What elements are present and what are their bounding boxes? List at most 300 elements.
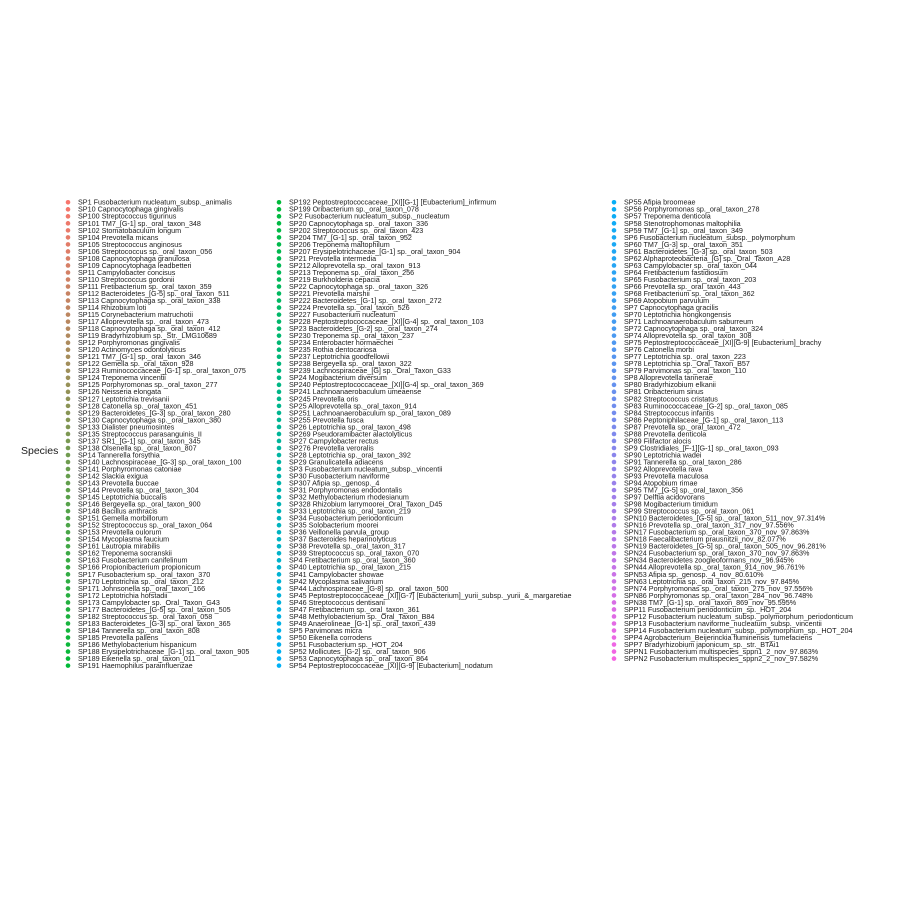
legend-key-dot (66, 572, 71, 577)
legend-entry-label: SPP11 Fusobacterium periodonticum_sp._HOT_204 (624, 604, 792, 614)
legend-entry-label: SP30 Fusobacterium naviforme (289, 471, 390, 481)
legend-key-dot (277, 593, 282, 598)
legend-key-dot (277, 228, 282, 233)
legend-entry-label: SP235 Rothia dentocariosa (289, 345, 377, 355)
legend-entry-label: SP89 Filifactor alocis (624, 436, 692, 446)
legend-entry-label: SPN74 Porphyromonas sp._oral_taxon_275_nov_97.556% (624, 583, 813, 593)
legend-entry-label: SP126 Neisseria elongata (78, 387, 162, 397)
legend-entry-label: SP146 Bergeyella sp._oral_taxon_900 (78, 499, 201, 509)
legend-entry-label: SP6 Fusobacterium nucleatum_subsp._polymorphum (624, 232, 795, 242)
legend-key-dot (612, 383, 617, 388)
legend-entry-label: SP202 Streptococcus sp._oral_taxon_423 (289, 225, 424, 235)
legend-entry-label: SPN24 Fusobacterium sp._oral_taxon_370_nov_97.863% (624, 548, 810, 558)
legend-entry-label: SP241 Lachnoanaerobaculum umeaense (289, 387, 422, 397)
legend-entry-label: SP166 Propionibacterium propionicum (78, 562, 201, 572)
legend-key-dot (66, 649, 71, 654)
legend-entry-label: SP170 Leptotrichia sp._oral_taxon_212 (78, 576, 204, 586)
legend-key-dot (277, 635, 282, 640)
legend-key-dot (612, 228, 617, 233)
legend-entry-label: SP127 Leptotrichia trevisanii (78, 394, 170, 404)
legend-entry-label: SP133 Dialister pneumosintes (78, 422, 175, 432)
legend-entry-label: SP173 Campylobacter sp._Oral_Taxon_G43 (78, 597, 220, 607)
legend-entry-label: SP41 Campylobacter showae (289, 569, 384, 579)
legend-key-dot (66, 551, 71, 556)
legend-entry-label: SP255 Prevotella fusca (289, 415, 364, 425)
legend-entry-label: SP276 Prevotella veroralis (289, 443, 374, 453)
legend-key-dot (612, 495, 617, 500)
legend-entry-label: SP28 Leptotrichia sp._oral_taxon_392 (289, 450, 411, 460)
legend-key-dot (66, 544, 71, 549)
legend-key-dot (612, 516, 617, 521)
legend-entry-label: SPN10 Bacteroidetes_[G-5] sp._oral_taxon_511_nov_97.314% (624, 513, 826, 523)
legend-key-dot (66, 523, 71, 528)
legend-key-dot (612, 635, 617, 640)
legend-key-dot (612, 558, 617, 563)
legend-entry-label: SP86 Peptoniphilaceae_[G-1] sp._oral_taxon_113 (624, 415, 784, 425)
legend-key-dot (66, 256, 71, 261)
legend-key-dot (277, 376, 282, 381)
legend-entry-label: SP269 Pseudoramibacter alactolyticus (289, 429, 413, 439)
legend-key-dot (277, 319, 282, 324)
legend-key-dot (66, 235, 71, 240)
legend-key-dot (277, 467, 282, 472)
legend-key-dot (612, 481, 617, 486)
legend-key-dot (277, 411, 282, 416)
legend-key-dot (66, 214, 71, 219)
legend-key-dot (277, 361, 282, 366)
legend-entry-label: SP94 Atopobium rimae (624, 478, 698, 488)
legend-key-dot (277, 214, 282, 219)
legend-key-dot (66, 607, 71, 612)
legend-key-dot (277, 537, 282, 542)
legend-entry-label: SP98 Mogibacterium timidum (624, 499, 718, 509)
legend-key-dot (277, 656, 282, 661)
legend-key-dot (66, 221, 71, 226)
legend-key-dot (277, 263, 282, 268)
legend-entry-label: SPN86 Porphyromonas sp._oral_taxon_284_nov_96.748% (624, 590, 813, 600)
legend-entry-label: SPP13 Fusobacterium naviforme_nucleatum_subsp._vincentii (624, 618, 822, 628)
legend-entry-label: SPP12 Fusobacterium nucleatum_subsp._polymorphum_periodonticum (624, 611, 853, 621)
legend-key-dot (612, 425, 617, 430)
legend-entry-label: SP113 Capnocytophaga sp._oral_taxon_338 (78, 295, 221, 305)
legend-key-dot (612, 446, 617, 451)
legend-entry-label: SP66 Prevotella sp._oral_taxon_443 (624, 281, 741, 291)
legend-key-dot (277, 404, 282, 409)
legend-entry-label: SP8 Alloprevotella tannerae (624, 373, 713, 383)
legend-entry-label: SP222 Bacteroidetes_[G-1] sp._oral_taxon_272 (289, 295, 442, 305)
legend-key-dot (612, 221, 617, 226)
legend-entry-label: SP23 Bacteroidetes_[G-2] sp._oral_taxon_274 (289, 324, 438, 334)
legend-key-dot (277, 221, 282, 226)
legend-key-dot (66, 298, 71, 303)
legend-key-dot (277, 509, 282, 514)
legend-entry-label: SP106 Streptococcus sp._oral_taxon_056 (78, 246, 213, 256)
legend-entry-label: SP69 Atopobium parvulum (624, 295, 710, 305)
legend-entry-label: SP184 Tannerella sp._oral_taxon_808 (78, 625, 200, 635)
legend-entry-label: SP91 Tannerella sp._oral_taxon_286 (624, 457, 742, 467)
legend-key-dot (612, 530, 617, 535)
legend-entry-label: SP71 Lachnoanaerobaculum saburreum (624, 317, 754, 327)
legend-key-dot (277, 565, 282, 570)
legend-entry-label: SP42 Mycoplasma salivarium (289, 576, 384, 586)
legend-key-dot (277, 558, 282, 563)
legend-key-dot (277, 397, 282, 402)
legend-key-dot (612, 467, 617, 472)
legend-key-dot (612, 628, 617, 633)
legend-entry-label: SP152 Streptococcus sp._oral_taxon_064 (78, 520, 213, 530)
legend-key-dot (612, 439, 617, 444)
legend-key-dot (66, 361, 71, 366)
legend-entry-label: SP328 Rhizobium larrymoorei_Oral_Taxon_D45 (289, 499, 443, 509)
legend-entry-label: SP36 Veillonella parvula_group (289, 527, 389, 537)
legend-entry-label: SP212 Alloprevotella sp._oral_taxon_913 (289, 260, 421, 270)
legend-key-dot (66, 600, 71, 605)
legend-key-dot (66, 284, 71, 289)
legend-key-dot (612, 312, 617, 317)
legend-key-dot (277, 368, 282, 373)
legend-entry-label: SP121 TM7_[G-1] sp._oral_taxon_346 (78, 352, 201, 362)
legend-key-dot (277, 628, 282, 633)
legend-entry-label: SP224 Prevotella sp._oral_taxon_526 (289, 303, 410, 312)
legend-entry-label: SP111 Fretibacterium sp._oral_taxon_359 (78, 281, 212, 291)
legend-key-dot (66, 326, 71, 331)
legend-key-dot (66, 530, 71, 535)
legend-key-dot (612, 418, 617, 423)
legend-entry-label: SP83 Ruminococcaceae_[G-2] sp._oral_taxon_085 (624, 401, 788, 411)
legend-key-dot (66, 425, 71, 430)
legend-key-dot (612, 642, 617, 647)
legend-key-dot (277, 305, 282, 310)
legend-entry-label: SP78 Leptotrichia sp._Oral_Taxon_B57 (624, 359, 750, 369)
legend-entry-label: SP143 Prevotella buccae (78, 478, 159, 488)
legend-key-dot (66, 242, 71, 247)
legend-key-dot (277, 347, 282, 352)
legend-entry-label: SP7 Capnocytophaga gracilis (624, 303, 719, 312)
legend-key-dot (277, 312, 282, 317)
legend-key-dot (277, 298, 282, 303)
legend-entry-label: SP49 Anaerolineae_[G-1] sp._oral_taxon_439 (289, 618, 436, 628)
legend-entry-label: SPN34 Bacteroidetes zoogleoformans_nov_96.945% (624, 555, 794, 565)
legend-entry-label: SP189 Eikenella sp._oral_taxon_011 (78, 654, 196, 663)
legend-entry-label: SP20 Capnocytophaga sp._oral_taxon_336 (289, 218, 429, 228)
legend-entry-label: SP63 Campylobacter sp._oral_taxon_044 (624, 260, 758, 270)
legend-entry-label: SP163 Fusobacterium canifelinum (78, 555, 188, 565)
legend-entry-label: SP109 Capnocytophaga leadbetteri (78, 260, 192, 270)
legend-key-dot (277, 586, 282, 591)
legend-key-dot (612, 572, 617, 577)
legend-key-dot (277, 270, 282, 275)
legend-key-dot (66, 495, 71, 500)
legend-key-dot (66, 404, 71, 409)
legend-key-dot (612, 607, 617, 612)
legend-key-dot (612, 460, 617, 465)
legend-key-dot (277, 600, 282, 605)
legend-key-dot (612, 235, 617, 240)
legend-entry-label: SP162 Treponema socranskii (78, 548, 172, 558)
legend-entry-label: SP59 TM7_[G-1] sp._oral_taxon_349 (624, 225, 743, 235)
legend-key-dot (277, 432, 282, 437)
legend-key-dot (277, 621, 282, 626)
legend-key-dot (612, 333, 617, 338)
legend-entry-label: SP1 Fusobacterium nucleatum_subsp._animalis (78, 197, 232, 207)
legend-entry-label: SP108 Capnocytophaga granulosa (78, 253, 190, 263)
legend-key-dot (66, 565, 71, 570)
legend-entry-label: SP60 TM7_[G-3] sp._oral_taxon_351 (624, 239, 743, 249)
legend-key-dot (612, 488, 617, 493)
legend-entry-label: SP148 Bacillus anthracis (78, 506, 158, 516)
legend-key-dot (66, 263, 71, 268)
legend-entry-label: SP204 TM7_[G-1] sp._oral_taxon_952 (289, 232, 412, 242)
legend-key-dot (66, 411, 71, 416)
legend-entry-label: SP88 Prevotella denticola (624, 429, 707, 439)
legend-entry-label: SP3 Fusobacterium nucleatum_subsp._vincentii (289, 464, 443, 474)
legend-key-dot (66, 432, 71, 437)
legend-entry-label: SP79 Parvimonas sp._oral_taxon_110 (624, 366, 747, 376)
legend-key-dot (612, 376, 617, 381)
legend-key-dot (277, 551, 282, 556)
legend-entry-label: SP44 Lachnospiraceae_[G-8] sp._oral_taxon_500 (289, 583, 449, 593)
legend-entry-label: SP125 Porphyromonas sp._oral_taxon_277 (78, 380, 218, 390)
legend-entry-label: SP81 Oribacterium sinus (624, 387, 704, 397)
legend-entry-label: SP251 Lachnoanaerobaculum sp._oral_taxon_089 (289, 408, 451, 418)
legend-key-dot (66, 635, 71, 640)
legend-entry-label: SP12 Porphyromonas gingivalis (78, 338, 180, 348)
legend-entry-label: SP124 Treponema vincentii (78, 373, 166, 383)
legend-key-dot (277, 333, 282, 338)
legend-entry-label: SP101 TM7_[G-1] sp._oral_taxon_348 (78, 218, 201, 228)
legend-entry-label: SP26 Leptotrichia sp._oral_taxon_498 (289, 422, 411, 432)
legend-key-dot (66, 628, 71, 633)
legend-entry-label: SP51 Fusobacterium sp._HOT_204 (289, 639, 403, 649)
legend-key-dot (66, 418, 71, 423)
legend-key-dot (277, 340, 282, 345)
legend-entry-label: SP135 Streptococcus parasanguinis_II (78, 429, 202, 439)
legend-entry-label: SP117 Alloprevotella sp._oral_taxon_473 (78, 317, 209, 327)
legend-entry-label: SP33 Leptotrichia sp._oral_taxon_219 (289, 506, 411, 516)
legend-entry-label: SP24 Mogibacterium diversum (289, 373, 387, 383)
legend-key-dot (277, 446, 282, 451)
legend-key-dot (277, 481, 282, 486)
legend-key-dot (612, 263, 617, 268)
legend-entry-label: SP74 Alloprevotella sp._oral_taxon_308 (624, 331, 752, 341)
legend-entry-label: SP53 Capnocytophaga sp._oral_taxon_864 (289, 654, 429, 663)
legend-key-dot (66, 537, 71, 542)
legend-entry-label: SP80 Bradyrhizobium elkanii (624, 380, 716, 390)
legend-entry-label: SP39 Streptococcus sp._oral_taxon_070 (289, 548, 420, 558)
legend-entry-label: SP38 Prevotella sp._oral_taxon_317 (289, 541, 406, 551)
legend-key-dot (612, 284, 617, 289)
legend-key-dot (612, 368, 617, 373)
legend-key-dot (612, 361, 617, 366)
legend-key-dot (66, 439, 71, 444)
legend-key-dot (66, 502, 71, 507)
legend-entry-label: SP56 Porphyromonas sp._oral_taxon_278 (624, 204, 760, 214)
legend-entry-label: SP35 Solobacterium moorei (289, 520, 379, 530)
legend-key-dot (612, 326, 617, 331)
legend-entry-label: SPN44 Alloprevotella sp._oral_taxon_914_nov_96.761% (624, 562, 805, 572)
legend-entry-label: SP142 Slackia exigua (78, 471, 148, 481)
legend-entry-label: SP46 Streptococcus dentisani (289, 597, 385, 607)
legend-entry-label: SP307 Afipia sp._genosp._4 (289, 478, 380, 488)
legend-entry-label: SPN19 Bacteroidetes_[G-5] sp._oral_taxon_505_nov_96.281% (624, 541, 826, 551)
legend-entry-label: SP144 Prevotella sp._oral_taxon_304 (78, 485, 199, 495)
legend-entry-label: SP188 Erysipelotrichaceae_[G-1] sp._oral_taxon_905 (78, 646, 250, 656)
legend-entry-label: SP186 Methylobacterium hispanicum (78, 639, 197, 649)
legend-entry-label: SP57 Treponema denticola (624, 211, 711, 221)
legend-key-dot (277, 453, 282, 458)
legend-entry-label: SP207 Erysipelotrichaceae_[G-1] sp._oral_taxon_904 (289, 246, 461, 256)
legend-key-dot (66, 207, 71, 212)
legend-entry-label: SP185 Prevotella pallens (78, 632, 159, 642)
legend-entry-label: SP104 Prevotella micans (78, 232, 159, 242)
legend-entry-label: SP177 Bacteroidetes_[G-5] sp._oral_taxon_505 (78, 604, 231, 614)
legend-key-dot (277, 607, 282, 612)
legend-key-dot (277, 544, 282, 549)
legend-entry-label: SP172 Leptotrichia hofstadii (78, 590, 168, 600)
legend-entry-label: SP45 Peptostreptococcaceae_[XI][G-7] [Eubacterium]_yurii_subsp._yurii_&_margaretiae (289, 590, 572, 600)
legend-entry-label: SPN38 TM7_[G-1] sp._oral_taxon_869_nov_95.595% (624, 597, 797, 607)
legend-key-dot (612, 207, 617, 212)
legend-entry-label: SP213 Treponema sp._oral_taxon_256 (289, 267, 415, 277)
legend-entry-label: SP82 Streptococcus cristatus (624, 394, 718, 404)
legend-entry-label: SP137 SR1_[G-1] sp._oral_taxon_345 (78, 436, 201, 446)
legend-key-dot (612, 249, 617, 254)
legend-entry-label: SP64 Fretibacterium fastidiosum (624, 267, 728, 277)
legend-entry-label: SP70 Leptotrichia hongkongensis (624, 310, 732, 320)
legend-entry-label: SP219 Burkholderia cepacia (289, 274, 380, 284)
legend-key-dot (66, 481, 71, 486)
legend-key-dot (612, 621, 617, 626)
legend-key-dot (66, 390, 71, 395)
legend-key-dot (277, 579, 282, 584)
legend-key-dot (277, 235, 282, 240)
legend-key-dot (612, 586, 617, 591)
legend-entry-label: SP239 Lachnospiraceae_[G] sp._Oral_Taxon_G33 (289, 366, 451, 376)
legend-key-dot (612, 579, 617, 584)
legend-entry-label: SP31 Porphyromonas endodontalis (289, 485, 403, 495)
legend-entries (66, 198, 853, 670)
legend-entry-label: SP112 Bacteroidetes_[G-5] sp._oral_taxon_511 (78, 288, 230, 298)
legend-key-dot (612, 305, 617, 310)
legend-key-dot (612, 509, 617, 514)
legend-key-dot (66, 586, 71, 591)
legend-key-dot (66, 249, 71, 254)
legend-key-dot (612, 474, 617, 479)
legend-key-dot (66, 270, 71, 275)
legend-key-dot (612, 537, 617, 542)
legend-key-dot (66, 305, 71, 310)
legend-entry-label: SP27 Campylobacter rectus (289, 436, 379, 446)
legend-entry-label: SP221 Prevotella marshii (289, 288, 370, 298)
legend-key-dot (66, 354, 71, 359)
legend-key-dot (66, 200, 71, 205)
legend-key-dot (66, 340, 71, 345)
legend-title: Species (21, 445, 59, 457)
legend-entry-label: SP48 Methylobacterium sp._Oral_Taxon_B84 (289, 611, 435, 621)
legend-entry-label: SP240 Peptostreptococcaceae_[XI][G-4] sp._oral_taxon_369 (289, 380, 484, 390)
legend-key-dot (66, 460, 71, 465)
legend-key-dot (66, 312, 71, 317)
legend-entry-label: SP115 Corynebacterium matruchotii (78, 310, 193, 320)
legend-key-dot (66, 228, 71, 233)
legend-entry-label: SP14 Tannerella forsythia (78, 450, 160, 460)
legend-entry-label: SPN63 Leptotrichia sp._oral_taxon_215_nov_97.845% (624, 576, 800, 586)
legend-entry-label: SP122 Gemella sp._oral_taxon_928 (78, 359, 194, 369)
legend-entry-label: SP123 Ruminococcaceae_[G-1] sp._oral_taxon_075 (78, 366, 246, 376)
legend-key-dot (277, 383, 282, 388)
legend-key-dot (66, 474, 71, 479)
legend-entry-label: SP17 Fusobacterium sp._oral_taxon_370 (78, 569, 211, 579)
legend-entry-label: SPP7 Bradyrhizobium japonicum_sp._str._BTAi1 (624, 639, 780, 649)
legend-key-dot (612, 551, 617, 556)
legend-key-dot (277, 284, 282, 289)
legend-entry-label: SP76 Catonella morbi (624, 345, 694, 355)
legend-entry-label: SP92 Alloprevotella rava (624, 464, 703, 474)
legend-key-dot (612, 502, 617, 507)
legend-entry-label: SP154 Mycoplasma faucium (78, 534, 170, 544)
legend-entry-label: SP93 Prevotella maculosa (624, 471, 709, 481)
legend-entry-label: SP50 Eikenella corrodens (289, 632, 372, 642)
legend-key-dot (277, 425, 282, 430)
legend-key-dot (612, 432, 617, 437)
legend-key-dot (277, 474, 282, 479)
legend-entry-label: SP9 Clostridiales_[F-1][G-1] sp._oral_taxon_093 (624, 443, 779, 453)
legend-entry-label: SP119 Bradyrhizobium sp._Str._LMG10689 (78, 331, 217, 341)
legend-entry-label: SP153 Prevotella oulorum (78, 527, 162, 537)
legend-key-dot (277, 530, 282, 535)
legend-key-dot (612, 319, 617, 324)
legend-entry-label: SP84 Streptococcus infantis (624, 408, 714, 418)
legend-key-dot (66, 614, 71, 619)
legend-key-dot (612, 593, 617, 598)
legend-key-dot (277, 502, 282, 507)
legend-key-dot (66, 509, 71, 514)
legend-entry-label: SP29 Granulicatella adiacens (289, 457, 384, 467)
legend-key-dot (66, 376, 71, 381)
legend-key-dot (277, 277, 282, 282)
legend-entry-label: SP228 Peptostreptococcaceae_[XI][G-4] sp._oral_taxon_103 (289, 317, 484, 327)
legend-key-dot (612, 614, 617, 619)
legend-entry-label: SP87 Prevotella sp._oral_taxon_472 (624, 422, 741, 432)
legend-key-dot (612, 453, 617, 458)
legend-key-dot (66, 593, 71, 598)
legend-key-dot (66, 453, 71, 458)
legend-entry-label: SP54 Peptostreptococcaceae_[XI][G-9] [Eubacterium]_nodatum (289, 661, 493, 671)
legend-entry-label: SP191 Haemophilus parainfluenzae (78, 661, 193, 671)
legend-key-dot (66, 446, 71, 451)
legend-key-dot (612, 200, 617, 205)
legend-key-dot (612, 242, 617, 247)
legend-key-dot (66, 488, 71, 493)
legend-key-dot (612, 523, 617, 528)
legend-entry-label: SP145 Leptotrichia buccalis (78, 492, 167, 502)
legend-entry-label: SP199 Oribacterium sp._oral_taxon_078 (289, 204, 419, 214)
legend-entry-label: SP90 Leptotrichia wadei (624, 450, 702, 460)
legend-key-dot (66, 467, 71, 472)
legend-entry-label: SP140 Lachnospiraceae_[G-3] sp._oral_taxon_100 (78, 457, 242, 467)
legend-entry-label: SP102 Stomatobaculum longum (78, 225, 182, 235)
legend-entry-label: SP238 Bergeyella sp._oral_taxon_322 (289, 359, 412, 369)
legend-key-dot (66, 663, 71, 668)
legend-key-dot (277, 642, 282, 647)
legend-entry-label: SP25 Alloprevotella sp._oral_taxon_914 (289, 401, 417, 411)
legend-key-dot (66, 558, 71, 563)
legend-entry-label: SPN17 Fusobacterium sp._oral_taxon_370_nov_97.863% (624, 527, 810, 537)
legend-key-dot (612, 411, 617, 416)
legend-entry-label: SP75 Peptostreptococcaceae_[XI][G-9] [Eubacterium]_brachy (624, 338, 822, 348)
legend-entry-label: SP52 Mollicutes_[G-2] sp._oral_taxon_906 (289, 646, 426, 656)
legend-key-dot (612, 404, 617, 409)
